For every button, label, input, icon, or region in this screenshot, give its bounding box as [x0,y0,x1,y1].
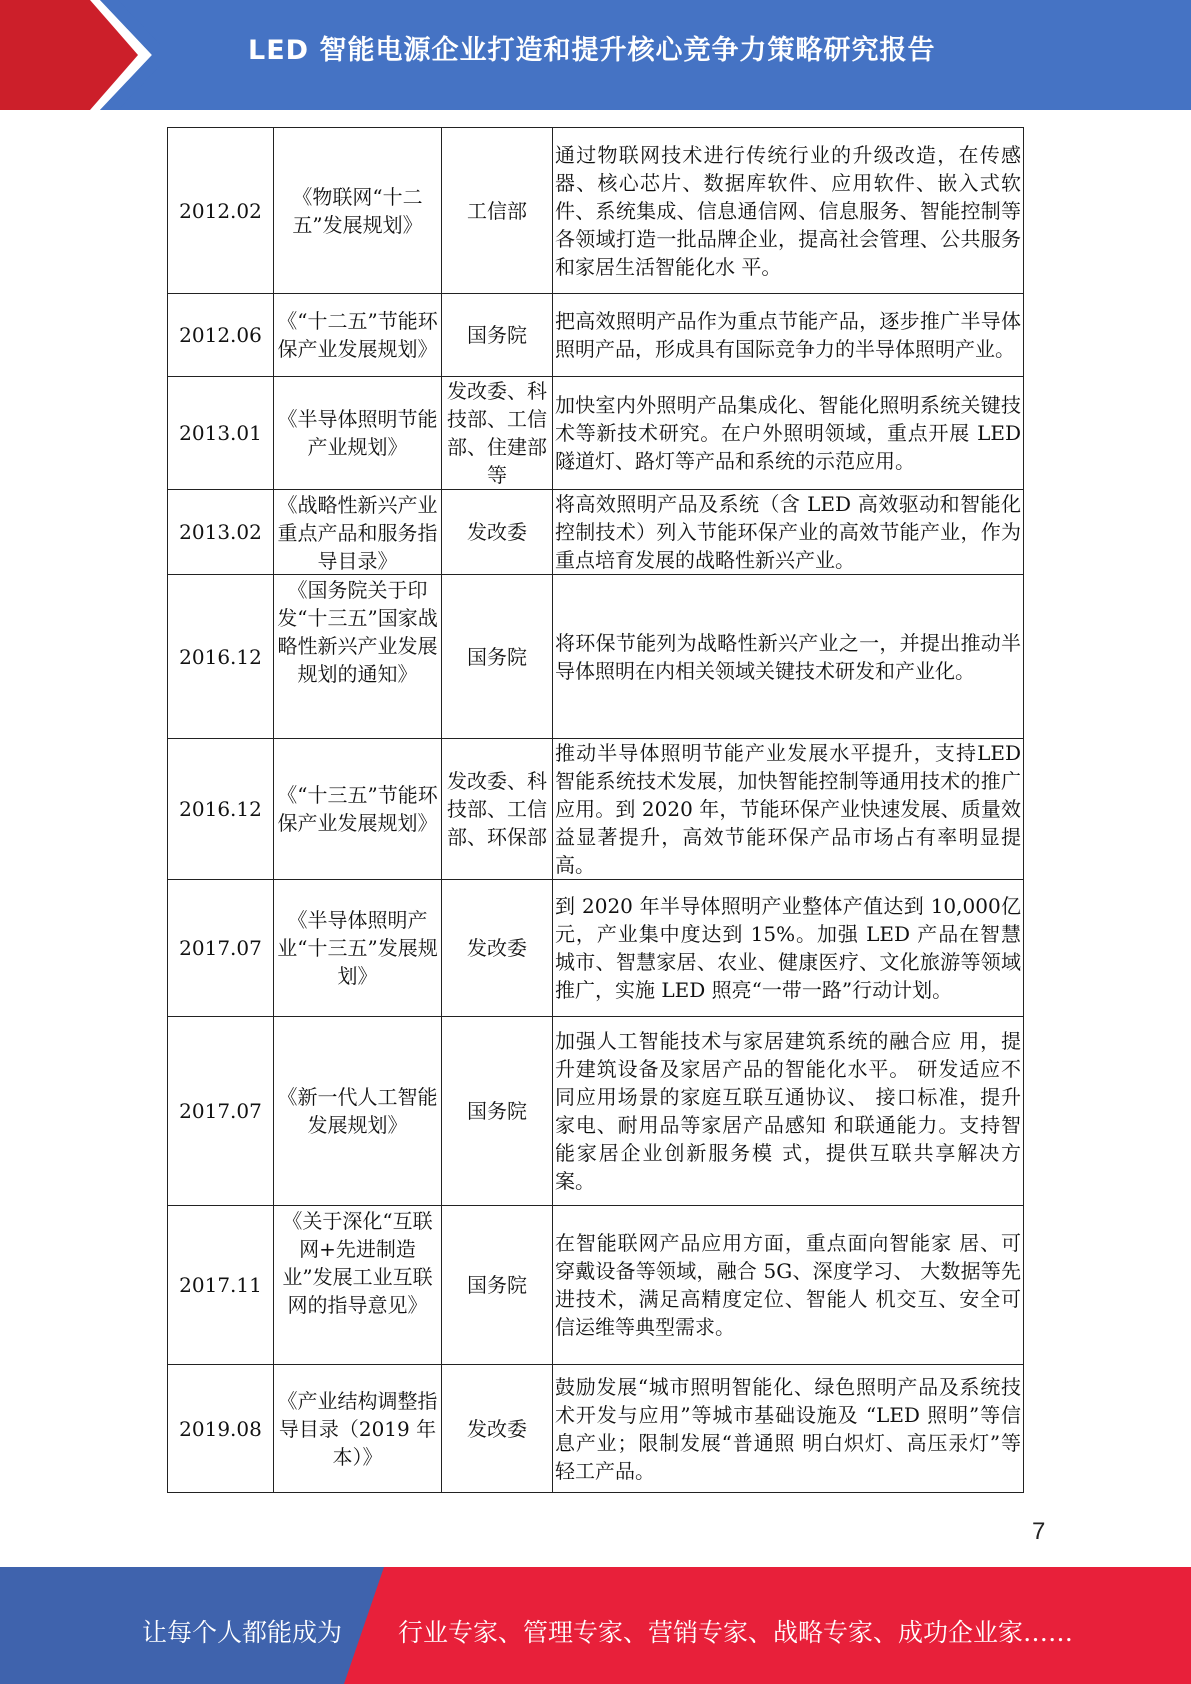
issuer-cell: 国务院 [442,294,553,377]
date-cell: 2012.02 [168,128,274,294]
table-row [168,377,1024,490]
description-cell: 在智能联网产品应用方面，重点面向智能家 居、可穿戴设备等领域，融合 5G、深度学习、 大数据等先进技术，满足高精度定位、智能人 机交互、安全可信运维等典型需求。 [553,1206,1024,1365]
document-cell-text: 《战略性新兴产业重点产品和服务指导目录》 [277,493,438,573]
table-row [168,294,1024,377]
issuer-cell: 国务院 [442,1017,553,1206]
description-cell: 加强人工智能技术与家居建筑系统的融合应 用，提升建筑设备及家居产品的智能化水平。 研发适应不同应用场景的家庭互联互通协议、 接口标准，提升家电、耐用品等家居产品感知 和联通能力。支持智能家居企业创新服务模 式，提供互联共享解决方案。 [553,1017,1024,1206]
date-cell: 2016.12 [168,575,274,739]
issuer-cell: 国务院 [442,1206,553,1365]
page-number: 7 [1032,1518,1046,1545]
table-row [168,880,1024,1017]
description-cell: 通过物联网技术进行传统行业的升级改造，在传感器、核心芯片、数据库软件、应用软件、嵌入式软件、系统集成、信息通信网、信息服务、智能控制等各领域打造一批品牌企业，提高社会管理、公共服务和家居生活智能化水 平。 [553,128,1024,294]
document-cell [274,575,442,739]
issuer-cell: 发改委 [442,490,553,575]
document-cell-text: 《关于深化“互联网+先进制造业”发展工业互联网的指导意见》 [282,1208,433,1317]
date-cell: 2012.06 [168,294,274,377]
document-cell: 《产业结构调整指导目录（2019 年本）》 [274,1365,442,1493]
issuer-cell: 发改委、科技部、工信部、环保部 [442,739,553,880]
description-cell: 推动半导体照明节能产业发展水平提升，支持LED 智能系统技术发展，加快智能控制等通用技术的推广应用。到 2020 年，节能环保产业快速发展、质量效益显著提升，高效节能环保产品市场占有率明显提高。 [553,739,1024,880]
page-header [0,0,1191,110]
footer-slogan-right: 行业专家、管理专家、营销专家、战略专家、成功企业家…… [398,1618,1074,1647]
footer-slogan-left: 让每个人都能成为 [142,1618,343,1647]
table-row [168,1017,1024,1206]
table-row [168,490,1024,575]
document-cell [274,490,442,575]
document-cell: 《物联网“十二五”发展规划》 [274,128,442,294]
table-row [168,1206,1024,1365]
issuer-cell: 工信部 [442,128,553,294]
date-cell: 2019.08 [168,1365,274,1493]
date-cell: 2016.12 [168,739,274,880]
description-cell: 鼓励发展“城市照明智能化、绿色照明产品及系统技术开发与应用”等城市基础设施及 “LED 照明”等信息产业；限制发展“普通照 明白炽灯、高压汞灯”等轻工产品。 [553,1365,1024,1493]
date-cell: 2017.11 [168,1206,274,1365]
issuer-cell: 发改委 [442,880,553,1017]
table-row [168,575,1024,739]
issuer-cell: 发改委 [442,1365,553,1493]
report-title: LED 智能电源企业打造和提升核心竞争力策略研究报告 [248,35,936,66]
document-cell [274,1206,442,1365]
document-cell: 《“十二五”节能环保产业发展规划》 [274,294,442,377]
table-row [168,1365,1024,1493]
date-cell: 2013.02 [168,490,274,575]
issuer-cell: 国务院 [442,575,553,739]
page-footer [0,1567,1191,1684]
table-row [168,128,1024,294]
description-cell: 将高效照明产品及系统（含 LED 高效驱动和智能化控制技术）列入节能环保产业的高效节能产业，作为重点培育发展的战略性新兴产业。 [553,490,1024,575]
description-cell: 将环保节能列为战略性新兴产业之一，并提出推动半导体照明在内相关领域关键技术研发和产业化。 [553,575,1024,739]
document-cell: 《“十三五”节能环保产业发展规划》 [274,739,442,880]
document-cell: 《半导体照明节能产业规划》 [274,377,442,490]
table-row [168,739,1024,880]
date-cell: 2017.07 [168,1017,274,1206]
policy-table [167,127,1024,1493]
issuer-cell: 发改委、科技部、工信部、住建部等 [442,377,553,490]
description-cell: 到 2020 年半导体照明产业整体产值达到 10,000亿元，产业集中度达到 15%。加强 LED 产品在智慧城市、智慧家居、农业、健康医疗、文化旅游等领域推广，实施 LED 照亮“一带一路”行动计划。 [553,880,1024,1017]
date-cell: 2017.07 [168,880,274,1017]
description-cell: 把高效照明产品作为重点节能产品，逐步推广半导体照明产品，形成具有国际竞争力的半导体照明产业。 [553,294,1024,377]
description-cell: 加快室内外照明产品集成化、智能化照明系统关键技术等新技术研究。在户外照明领域，重点开展 LED 隧道灯、路灯等产品和系统的示范应用。 [553,377,1024,490]
document-cell: 《半导体照明产业“十三五”发展规划》 [274,880,442,1017]
header-red-arrow-shape [0,0,160,110]
document-cell-text: 《国务院关于印发“十三五”国家战略性新兴产业发展规划的通知》 [277,577,438,686]
document-cell: 《新一代人工智能发展规划》 [274,1017,442,1206]
date-cell: 2013.01 [168,377,274,490]
